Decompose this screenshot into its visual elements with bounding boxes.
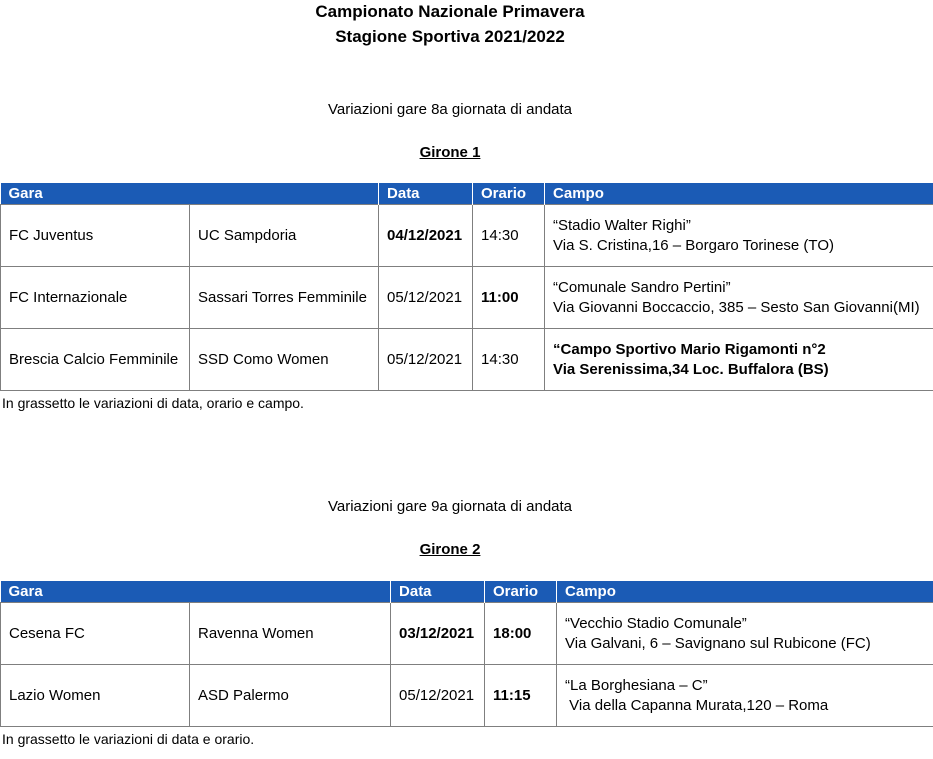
col-gara: Gara [1,581,391,603]
home-team: Lazio Women [1,665,190,727]
col-data: Data [379,183,473,205]
venue [545,205,933,267]
table-header-row [1,581,933,603]
venue-name: “Comunale Sandro Pertini” [553,278,731,296]
match-date: 04/12/2021 [379,205,473,267]
section2-subtitle: Variazioni gare 9a giornata di andata [327,498,573,515]
col-data: Data [391,581,485,603]
home-team: Brescia Calcio Femminile [1,329,190,391]
venue [557,603,933,665]
section1-table [0,183,933,391]
match-time: 14:30 [473,205,545,267]
section1-girone: Girone 1 [419,144,481,161]
table-row [1,329,933,391]
venue [557,665,933,727]
table-row [1,205,933,267]
away-team: ASD Palermo [190,665,391,727]
away-team: Sassari Torres Femminile [190,267,379,329]
table-row [1,665,933,727]
section2-girone: Girone 2 [419,541,481,558]
venue-address: Via Giovanni Boccaccio, 385 – Sesto San Giovanni(MI) [553,298,920,316]
home-team: FC Internazionale [1,267,190,329]
table-row [1,267,933,329]
venue-name: “Campo Sportivo Mario Rigamonti n°2 [553,340,826,358]
table-row [1,603,933,665]
table-header-row [1,183,933,205]
venue-name: “La Borghesiana – C” [565,676,708,694]
match-time: 11:00 [473,267,545,329]
match-date: 03/12/2021 [391,603,485,665]
match-time: 11:15 [485,665,557,727]
away-team: SSD Como Women [190,329,379,391]
away-team: Ravenna Women [190,603,391,665]
match-date: 05/12/2021 [391,665,485,727]
away-team: UC Sampdoria [190,205,379,267]
venue-name: “Stadio Walter Righi” [553,216,691,234]
doc-title-line1: Campionato Nazionale Primavera [315,2,585,21]
section1-subtitle: Variazioni gare 8a giornata di andata [327,101,573,118]
venue [545,267,933,329]
doc-title-line2: Stagione Sportiva 2021/2022 [335,27,565,46]
match-time: 18:00 [485,603,557,665]
venue-address: Via Serenissima,34 Loc. Buffalora (BS) [553,360,829,378]
col-orario: Orario [473,183,545,205]
section1-note: In grassetto le variazioni di data, orario e campo. [2,395,304,411]
match-time: 14:30 [473,329,545,391]
col-orario: Orario [485,581,557,603]
match-date: 05/12/2021 [379,329,473,391]
col-campo: Campo [545,183,933,205]
venue-name: “Vecchio Stadio Comunale” [565,614,747,632]
home-team: FC Juventus [1,205,190,267]
home-team: Cesena FC [1,603,190,665]
match-date: 05/12/2021 [379,267,473,329]
venue-address: Via Galvani, 6 – Savignano sul Rubicone (FC) [565,634,871,652]
venue-address: Via della Capanna Murata,120 – Roma [565,696,829,714]
col-gara: Gara [1,183,379,205]
col-campo: Campo [557,581,933,603]
section2-table [0,581,933,727]
venue-address: Via S. Cristina,16 – Borgaro Torinese (TO) [553,236,834,254]
section2-note: In grassetto le variazioni di data e orario. [2,731,255,747]
venue [545,329,933,391]
